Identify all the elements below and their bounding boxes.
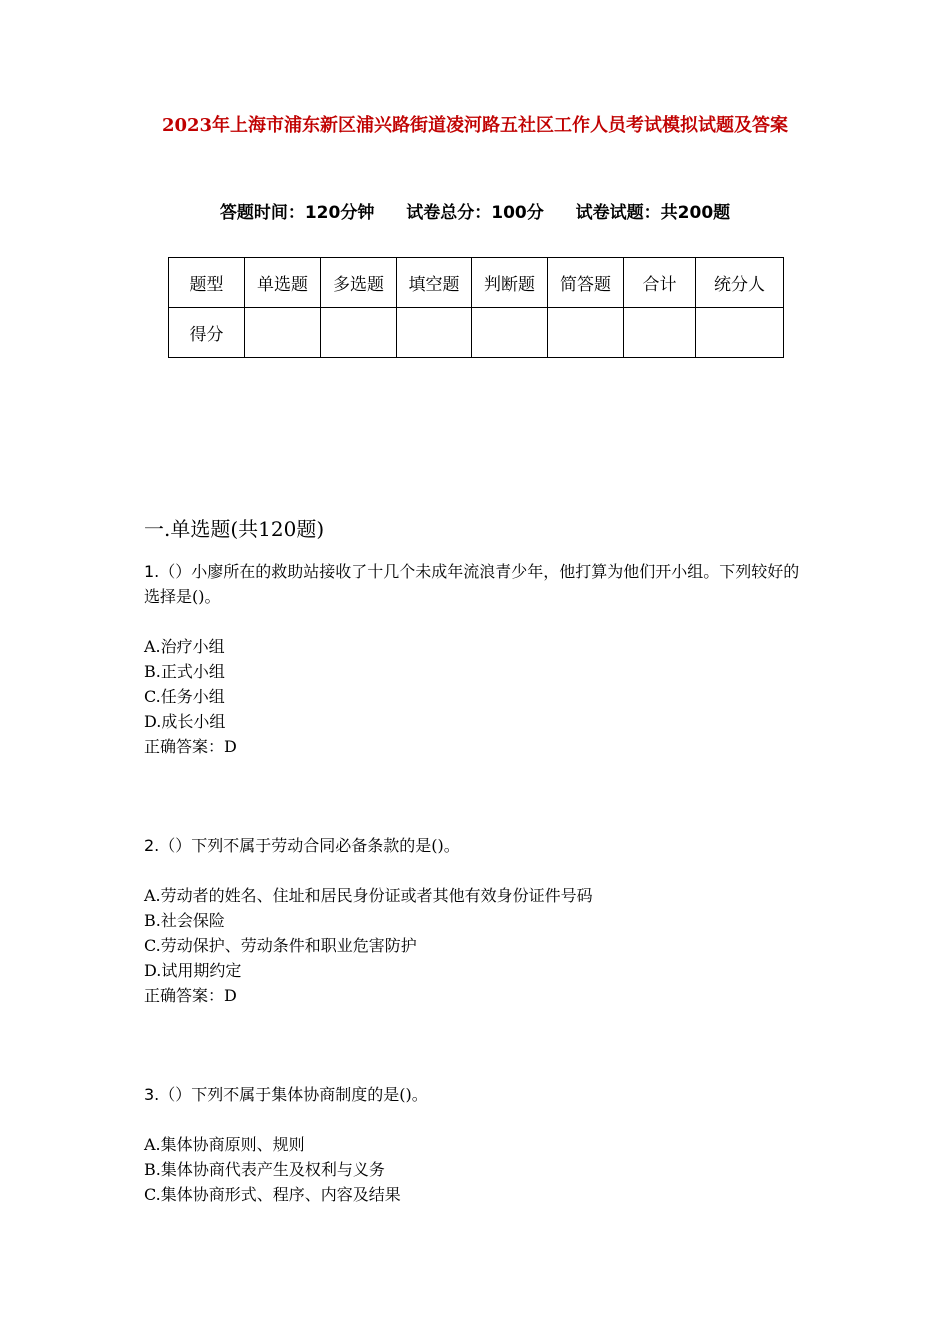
correct-answer: 正确答案：D <box>144 986 237 1005</box>
option-c: C.集体协商形式、程序、内容及结果 <box>144 1185 401 1204</box>
option-a: A.劳动者的姓名、住址和居民身份证或者其他有效身份证件号码 <box>144 886 593 905</box>
score-cell <box>696 308 784 358</box>
option-c: C.任务小组 <box>144 687 225 706</box>
score-row-label: 得分 <box>169 308 245 358</box>
exam-meta <box>0 201 950 225</box>
score-header-cell: 统分人 <box>696 258 784 308</box>
option-c: C.劳动保护、劳动条件和职业危害防护 <box>144 936 417 955</box>
option-b: B.集体协商代表产生及权利与义务 <box>144 1160 385 1179</box>
score-cell <box>548 308 624 358</box>
score-cell <box>397 308 472 358</box>
option-a: A.集体协商原则、规则 <box>144 1135 305 1154</box>
score-table-header-row <box>169 258 784 308</box>
score-header-cell: 单选题 <box>245 258 321 308</box>
question-stem <box>144 833 814 858</box>
question-2 <box>144 833 814 1008</box>
correct-answer: 正确答案：D <box>144 737 237 756</box>
question-3 <box>144 1082 814 1207</box>
question-1 <box>144 559 814 759</box>
question-text: （）下列不属于集体协商制度的是()。 <box>159 1085 428 1104</box>
score-cell <box>245 308 321 358</box>
score-cell <box>472 308 548 358</box>
score-header-cell: 多选题 <box>321 258 397 308</box>
question-number: 1. <box>144 562 160 581</box>
question-text: （）小廖所在的救助站接收了十几个未成年流浪青少年，他打算为他们开小组。下列较好的选择是()。 <box>144 562 800 606</box>
option-b: B.正式小组 <box>144 662 225 681</box>
question-stem <box>144 559 814 609</box>
question-stem <box>144 1082 814 1107</box>
option-b: B.社会保险 <box>144 911 225 930</box>
score-table-score-row <box>169 308 784 358</box>
exam-total-score: 试卷总分：100分 <box>406 203 544 223</box>
section-heading: 一.单选题(共120题) <box>144 517 325 541</box>
exam-time: 答题时间：120分钟 <box>219 203 375 223</box>
score-cell <box>321 308 397 358</box>
question-number: 3. <box>144 1085 160 1104</box>
question-text: （）下列不属于劳动合同必备条款的是()。 <box>159 836 460 855</box>
option-d: D.试用期约定 <box>144 961 242 980</box>
document-title: 2023年上海市浦东新区浦兴路街道凌河路五社区工作人员考试模拟试题及答案 <box>161 115 789 136</box>
exam-question-count: 试卷试题：共200题 <box>575 203 731 223</box>
score-table <box>168 257 784 358</box>
score-header-cell: 题型 <box>169 258 245 308</box>
score-header-cell: 判断题 <box>472 258 548 308</box>
option-d: D.成长小组 <box>144 712 226 731</box>
option-a: A.治疗小组 <box>144 637 225 656</box>
question-number: 2. <box>144 836 160 855</box>
score-cell <box>624 308 696 358</box>
score-header-cell: 简答题 <box>548 258 624 308</box>
score-header-cell: 填空题 <box>397 258 472 308</box>
score-header-cell: 合计 <box>624 258 696 308</box>
